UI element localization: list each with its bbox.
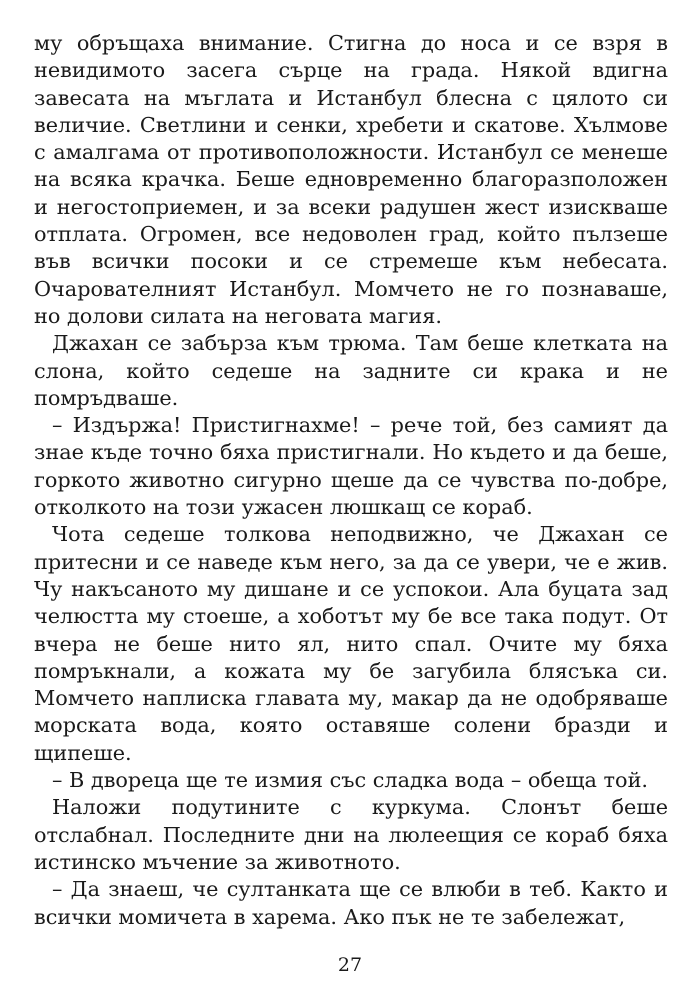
body-text bbox=[34, 30, 668, 931]
paragraph-5: – В двореца ще те измия със сладка вода – обеща той. bbox=[52, 768, 649, 793]
paragraph-4: Чота седеше толкова неподвижно, че Джахан се притесни и се наведе към него, за да се увери, че е жив. Чу накъсаното му дишане и се успокои. Ала буцата зад челюстта му стоеше, а хоботът му бе все така подут. От вчера не беше нито ял, нито спал. Очите му бяха помръкнали, а кожата му бе загубила блясъка си. Момчето наплиска главата му, макар да не одобряваше морската вода, която оставяше солени бразди и щипеше. bbox=[34, 522, 668, 765]
paragraph-6: Наложи подутините с куркума. Слонът беше отслабнал. Последните дни на люлеещия се кораб бяха истинско мъчение за животното. bbox=[34, 795, 668, 874]
paragraph-7: – Да знаеш, че султанката ще се влюби в теб. Както и всички момичета в харема. Ако пък не те забележат, bbox=[34, 877, 668, 929]
paragraph-1: му обръщаха внимание. Стигна до носа и се взря в невидимото засега сърце на града. Някой вдигна завесата на мъглата и Истанбул блесна с цялото си величие. Светлини и сенки, хребети и скатове. Хълмове с амалгама от противоположности. Истанбул се менеше на всяка крачка. Беше едновременно благоразположен и негостоприемен, и за всеки радушен жест изискваше отплата. Огромен, все недоволен град, който пълзеше във всички посоки и се стремеше към небесата. Очарователният Истанбул. Момчето не го познаваше, но долови силата на неговата магия. bbox=[34, 31, 668, 328]
paragraph-2: Джахан се забърза към трюма. Там беше клетката на слона, който седеше на задните си крака и не помръдваше. bbox=[34, 331, 668, 410]
page-number: 27 bbox=[337, 954, 363, 976]
paragraph-3: – Издържа! Пристигнахме! – рече той, без самият да знае къде точно бяха пристигнали. Но където и да беше, горкото животно сигурно щеше да се чувства по-добре, отколкото на този ужасен люшкащ се кораб. bbox=[34, 413, 668, 520]
